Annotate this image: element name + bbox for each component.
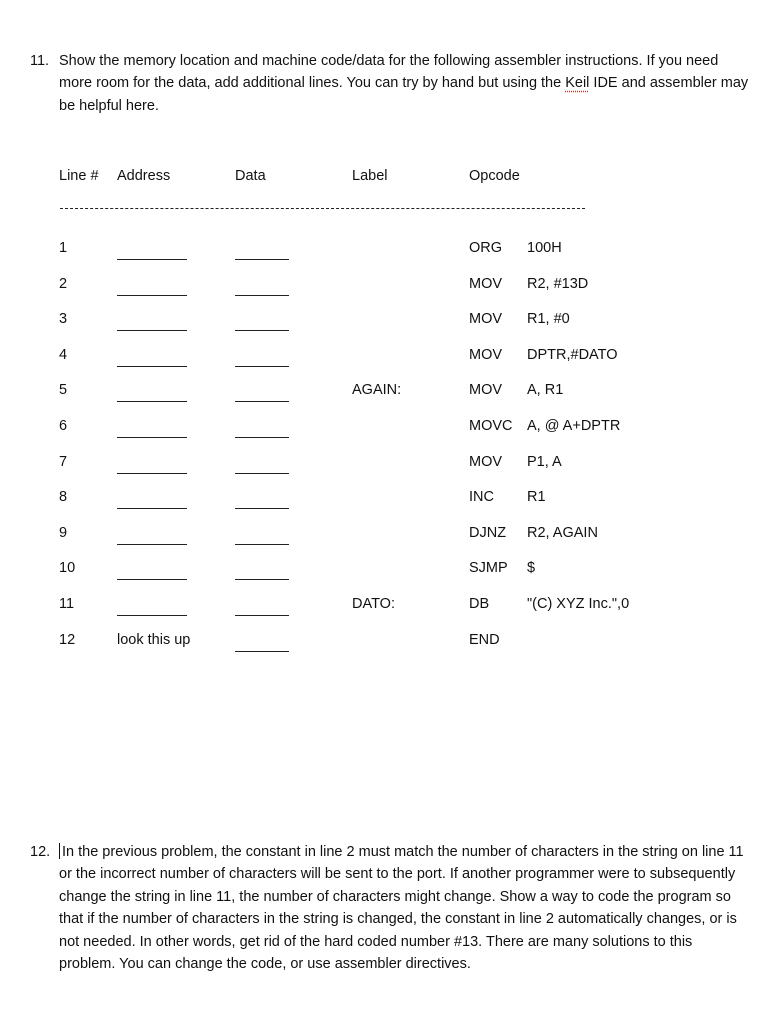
- header-address: Address: [117, 168, 171, 184]
- header-label: Label: [352, 168, 388, 184]
- question-11-text-part2: IDE and assembler may be helpful here.: [59, 75, 749, 114]
- data-blank: [235, 579, 289, 580]
- line-number: 7: [59, 454, 68, 470]
- address-blank: [117, 473, 187, 474]
- opcode-mnemonic: DJNZ: [469, 525, 507, 541]
- line-number: 8: [59, 489, 68, 505]
- line-number: 12: [59, 632, 76, 648]
- label-value: DATO:: [352, 596, 395, 612]
- address-blank: [117, 579, 187, 580]
- question-12-body: In the previous problem, the constant in line 2 must match the number of characters in the string on line 11 or the incorrect number of characters will be sent to the port. If another programmer were to subsequently change the string in line 11, the number of characters might change. Show a way to code the program so that if the number of characters in the string is changed, the constant in line 2 automatically changes, or is not needed. In other words, get rid of the hard coded number #13. There are many solutions to this problem. You can change the code, or use assembler directives.: [59, 844, 744, 973]
- line-number: 6: [59, 418, 68, 434]
- data-blank: [235, 366, 289, 367]
- keil-word: Keil: [565, 75, 590, 92]
- opcode-operand: R2, AGAIN: [527, 525, 598, 541]
- line-number: 10: [59, 560, 76, 576]
- question-11-text-part1: Show the memory location and machine code/data for the following assembler instructions. If you need more room for the data, add additional lines. You can try by hand but using the: [59, 53, 719, 92]
- address-blank: [117, 295, 187, 296]
- address-blank: [117, 366, 187, 367]
- line-number: 2: [59, 276, 68, 292]
- address-blank: [117, 508, 187, 509]
- opcode-mnemonic: ORG: [469, 240, 503, 256]
- data-blank: [235, 473, 289, 474]
- address-blank: [117, 401, 187, 402]
- opcode-operand: 100H: [527, 240, 562, 256]
- opcode-mnemonic: SJMP: [469, 560, 508, 576]
- data-blank: [235, 615, 289, 616]
- header-divider: [60, 208, 585, 209]
- question-12-number: 12.: [30, 844, 51, 860]
- opcode-mnemonic: MOV: [469, 347, 503, 363]
- opcode-operand: A, R1: [527, 382, 564, 398]
- opcode-mnemonic: MOV: [469, 454, 503, 470]
- line-number: 3: [59, 311, 68, 327]
- line-number: 9: [59, 525, 68, 541]
- data-blank: [235, 401, 289, 402]
- opcode-operand: R2, #13D: [527, 276, 589, 292]
- opcode-operand: R1: [527, 489, 546, 505]
- opcode-operand: P1, A: [527, 454, 562, 470]
- address-blank: [117, 437, 187, 438]
- opcode-mnemonic: MOV: [469, 382, 503, 398]
- opcode-mnemonic: MOV: [469, 311, 503, 327]
- opcode-operand: "(C) XYZ Inc.",0: [527, 596, 630, 612]
- line-number: 5: [59, 382, 68, 398]
- address-blank: [117, 615, 187, 616]
- opcode-mnemonic: END: [469, 632, 500, 648]
- data-blank: [235, 651, 289, 652]
- data-blank: [235, 295, 289, 296]
- data-blank: [235, 437, 289, 438]
- data-blank: [235, 508, 289, 509]
- opcode-operand: R1, #0: [527, 311, 570, 327]
- line-number: 1: [59, 240, 68, 256]
- question-12-text: [59, 841, 752, 975]
- address-blank: [117, 330, 187, 331]
- opcode-operand: $: [527, 560, 536, 576]
- question-11: [30, 50, 752, 117]
- data-blank: [235, 259, 289, 260]
- opcode-operand: A, @ A+DPTR: [527, 418, 621, 434]
- line-number: 11: [59, 596, 75, 612]
- header-opcode: Opcode: [469, 168, 520, 184]
- opcode-mnemonic: MOV: [469, 276, 503, 292]
- address-value: look this up: [117, 632, 191, 648]
- text-cursor: [59, 843, 60, 859]
- question-11-text: [59, 50, 752, 117]
- header-line: Line #: [59, 168, 99, 184]
- opcode-mnemonic: INC: [469, 489, 494, 505]
- question-12: [30, 841, 752, 975]
- address-blank: [117, 259, 187, 260]
- label-value: AGAIN:: [352, 382, 402, 398]
- opcode-mnemonic: DB: [469, 596, 490, 612]
- opcode-mnemonic: MOVC: [469, 418, 513, 434]
- data-blank: [235, 544, 289, 545]
- line-number: 4: [59, 347, 68, 363]
- question-11-number: 11.: [30, 53, 50, 69]
- header-data: Data: [235, 168, 266, 184]
- data-blank: [235, 330, 289, 331]
- opcode-operand: DPTR,#DATO: [527, 347, 618, 363]
- address-blank: [117, 544, 187, 545]
